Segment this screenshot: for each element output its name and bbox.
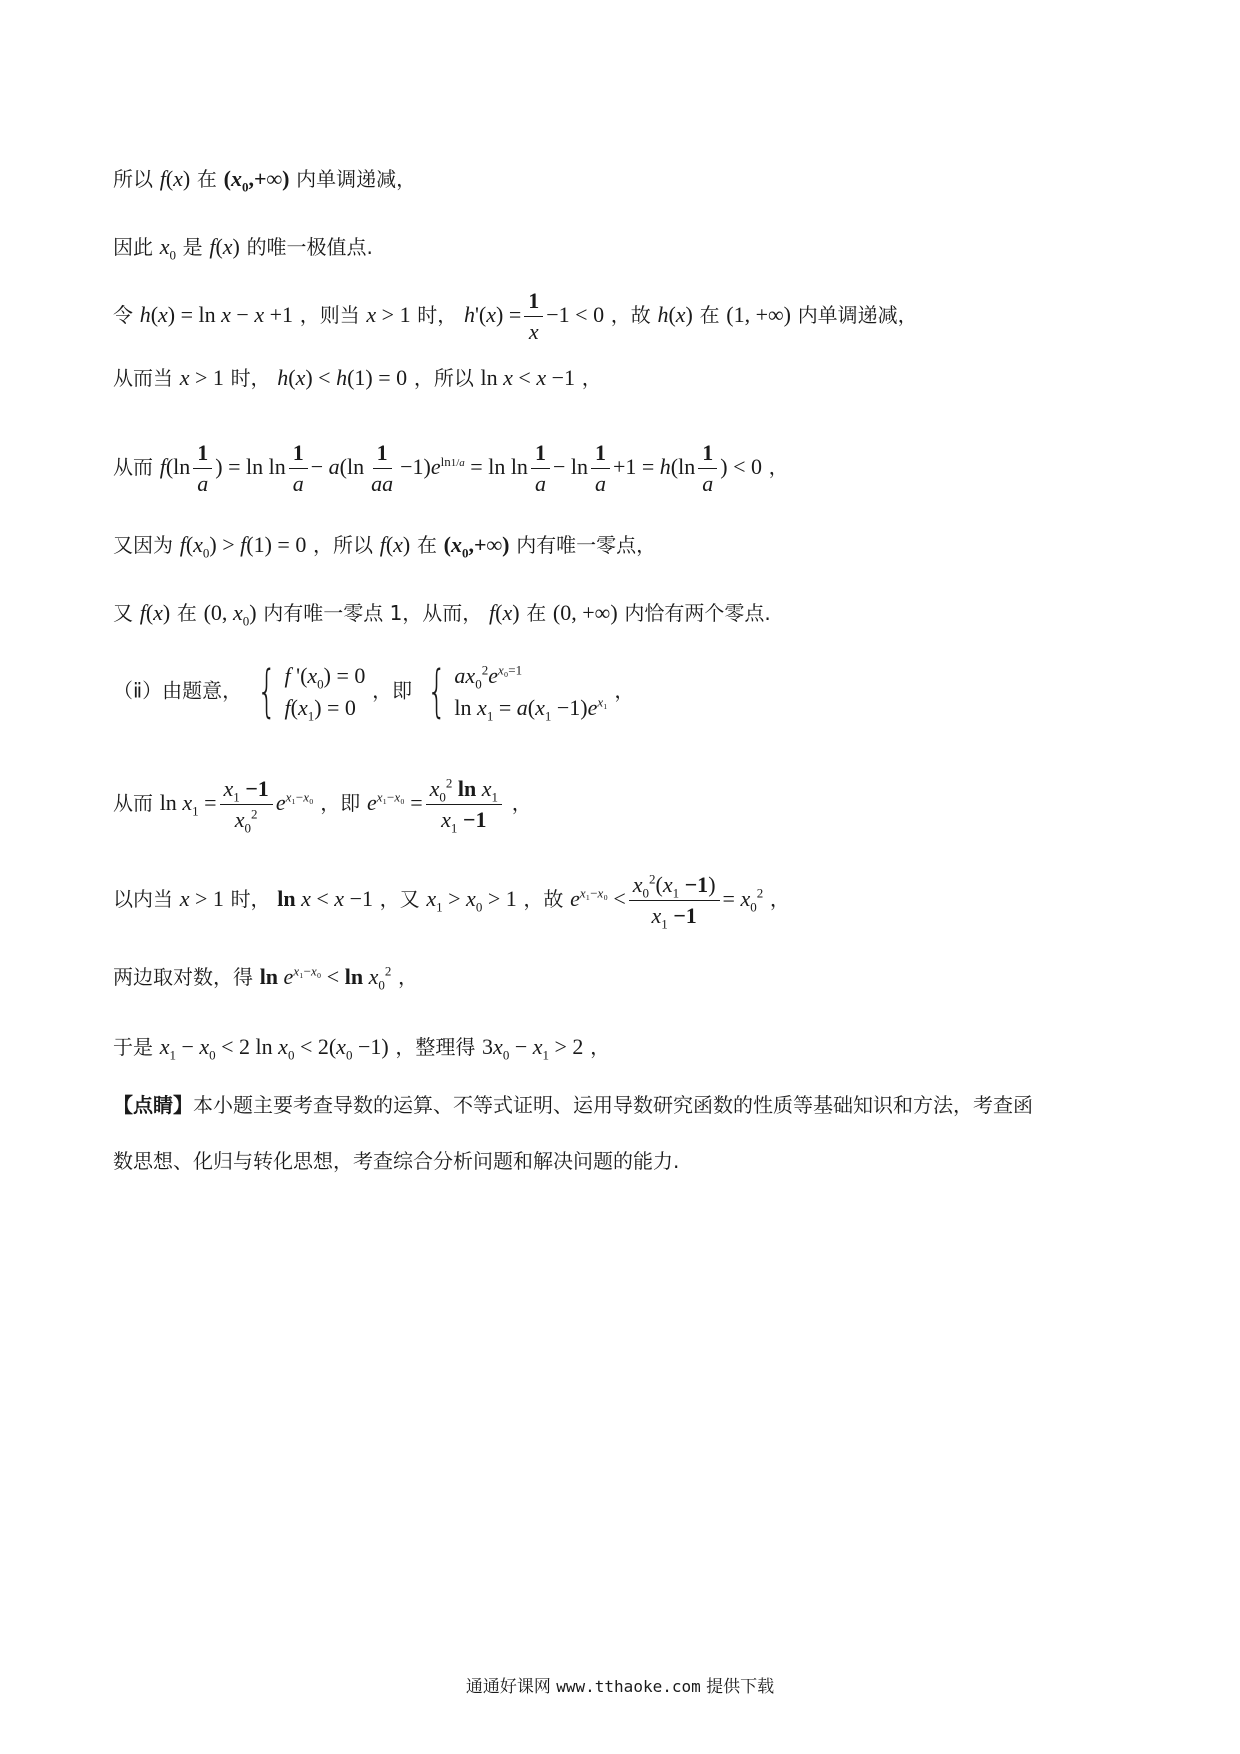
math: $(x_0,+\infty)$ [443,532,510,561]
remark-text: 数思想、化归与转化思想，考查综合分析问题和解决问题的能力. [113,1149,680,1173]
math: $x_1 - x_0 < 2$ $\ln x_0 < 2(x_0 -1)$ [159,1034,389,1063]
solution-line-11 [113,962,418,992]
text: 又 [113,601,133,625]
math: $x_1 > x_0 > 1$ [426,886,517,915]
fraction: $\frac{1}{aa}$ [371,440,394,496]
text: ，则当 [299,303,360,327]
solution-line-3 [113,288,918,345]
text: 令 [113,303,133,327]
math: h(x) [657,302,693,327]
text: 时， [417,303,458,327]
math: f(x) [139,600,171,625]
math: $-1)e^{ln1/a} = \ln \ln$ [400,453,528,479]
text: ，所以 [413,366,474,390]
remark-line-1 [113,1090,1033,1120]
fraction: $\frac{x_1 -1}{x_0^2}$ [220,776,273,833]
text: ，即 [372,678,413,703]
text: ，故 [523,887,564,911]
text: 时， [230,366,271,390]
text: 所以 [113,167,153,191]
text: 是 [182,235,203,259]
text: 从而 [113,791,153,815]
fraction: $\frac{1}{a}$ [698,440,717,497]
math: − ln [552,454,588,479]
math: $f(x_0) > f(1) = 0$ [179,532,307,561]
text: ， [768,455,789,479]
text: ， [511,791,532,815]
text: ，所以 [313,533,374,557]
text: 内有唯一零点， [516,533,657,557]
text: 在 [699,303,720,327]
math: −1 < 0 [546,302,605,327]
fraction: $\frac{1}{a}$ [591,440,610,497]
math: (0, $x_0$) [203,600,257,629]
text: 时， [230,887,271,911]
text: ，即 [320,791,361,815]
text: 在 [176,601,197,625]
text: 以内当 [113,887,173,911]
math: x > 1 [366,302,411,327]
footer-url[interactable]: www.tthaoke.com [556,1677,701,1696]
text: 又因为 [113,533,173,557]
remark-label: 【点睛】 [113,1093,193,1117]
text: 因此 [113,235,153,259]
math: ) < 0 [720,454,762,479]
fraction: $\frac{1}{x}$ [524,288,543,345]
text: ，故 [610,303,651,327]
math: $\ln x_1$ = [159,790,217,819]
math: $x_0$ [159,234,176,263]
math: $(x_0,+\infty)$ [223,166,290,195]
left-brace: { [426,659,447,724]
math: h'(x) = [463,302,522,327]
text: ， [590,1035,611,1059]
text: 在 [416,533,437,557]
math: $e^{x_1-x_0}$ = [366,789,423,815]
math: f(x) [379,532,411,557]
fraction: $\frac{1}{a}$ [531,440,550,497]
fraction: $\frac{x_0^2 \ln x_1}{x_1 -1}$ [426,776,502,833]
math: f(x) [489,600,520,625]
solution-line-8 [113,660,634,724]
text: 内恰有两个零点. [624,601,771,625]
math: f(x) [159,166,191,191]
math: $e^{x_1-x_0}$ < [570,885,626,911]
math: f(x) [209,234,240,259]
text: ，整理得 [395,1035,476,1059]
text: 内单调递减， [296,167,417,191]
text: （ⅱ）由题意， [113,678,243,703]
text: 的唯一极值点. [246,235,373,259]
left-brace: { [256,659,277,724]
remark-line-2 [113,1146,679,1176]
math: − a(ln [310,454,365,479]
text: 从而当 [113,366,173,390]
text: 在 [196,167,217,191]
fraction: $\frac{x_0^2(x_1 -1)}{x_1 -1}$ [629,872,720,929]
math: ln x < x −1 [277,886,373,911]
math: $e^{x_1-x_0}$ [275,789,314,815]
text: ， [581,366,602,390]
footer-download-text: 提供下载 [706,1677,775,1697]
solution-line-5 [113,440,789,497]
math: x > 1 [179,365,224,390]
text: ， [398,965,419,989]
solution-line-9 [113,775,532,836]
math: +1 = h(ln [612,454,696,479]
math: = $x_0^2$ [722,885,764,915]
math: x > 1 [179,886,224,911]
solution-line-2 [113,232,373,262]
math: h(x) = ln x − x +1 [139,302,294,327]
text: 两边取对数，得 [113,965,253,989]
solution-line-4 [113,363,602,393]
page-footer [0,1672,1240,1697]
math: f(ln [159,454,191,479]
fraction: $\frac{1}{a}$ [289,440,308,497]
math: ln x < x −1 [480,365,576,390]
math: ) = ln ln [215,454,286,479]
solution-line-7 [113,598,771,628]
solution-line-10 [113,871,790,932]
text: 在 [526,601,547,625]
text: ， [769,887,790,911]
text: 从而 [113,455,153,479]
remark-text: 本小题主要考查导数的运算、不等式证明、运用导数研究函数的性质等基础知识和方法，考查函 [193,1093,1033,1117]
math: (1, +∞) [726,302,791,327]
solution-line-1 [113,164,416,194]
fraction: $\frac{1}{a}$ [193,440,212,497]
text: 于是 [113,1035,153,1059]
equation-system: f '$(x_0) = 0$ $f(x_1) = 0$ [284,663,366,724]
solution-line-6 [113,530,656,560]
solution-line-12 [113,1032,610,1062]
math: $3x_0 - x_1 > 2$ [482,1034,584,1063]
text: ， [614,678,635,703]
text: ，又 [379,887,420,911]
math: h(x) < h(1) = 0 [277,365,408,390]
text: 内单调递减， [797,303,918,327]
footer-site-name: 通通好课网 [465,1677,551,1697]
text: 内有唯一零点 1，从而， [263,601,483,625]
math: $\ln e^{x_1-x_0} < \ln x_0^2$ [259,963,392,993]
math: (0, +∞) [552,600,618,625]
equation-system: $ax_0^2e^{x_0=1}$ $\ln x_1 = a(x_1 -1)e^{x_1}$ [454,662,608,724]
